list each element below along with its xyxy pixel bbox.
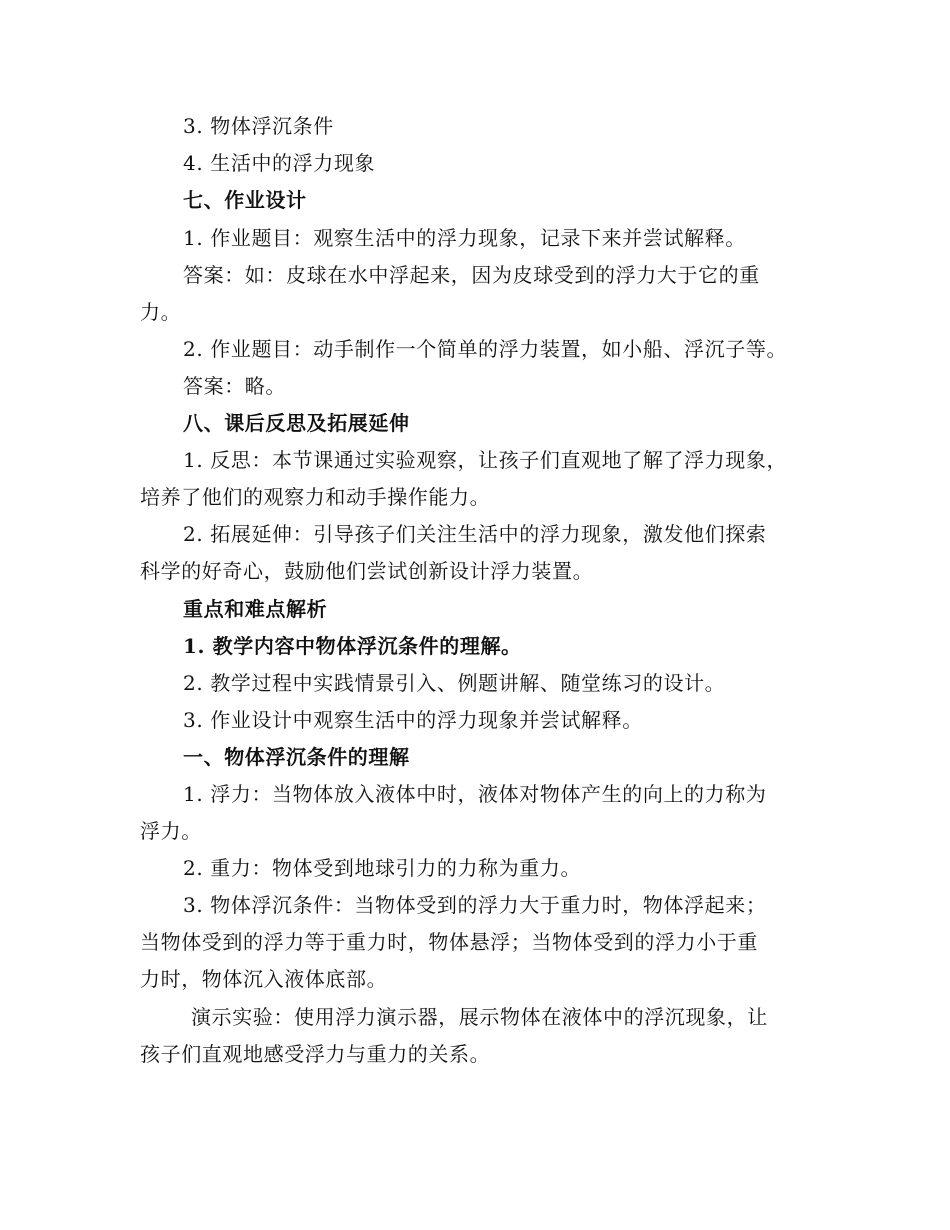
understanding-item-2: 2. 重力：物体受到地球引力的力称为重力。: [183, 856, 582, 880]
homework-item-2: 2. 作业题目：动手制作一个简单的浮力装置，如小船、浮沉子等。: [183, 337, 788, 361]
demo-experiment-paragraph: 演示实验：使用浮力演示器，展示物体在液体中的浮沉现象，让: [191, 1005, 768, 1029]
reflection-item-2-continued: 科学的好奇心，鼓励他们尝试创新设计浮力装置。: [140, 559, 594, 583]
homework-item-1: 1. 作业题目：观察生活中的浮力现象，记录下来并尝试解释。: [183, 226, 746, 250]
key-point-item-3: 3. 作业设计中观察生活中的浮力现象并尝试解释。: [183, 708, 643, 732]
list-item-float-sink-conditions: 3. 物体浮沉条件: [183, 114, 334, 138]
section-heading-key-points: 重点和难点解析: [183, 597, 328, 621]
key-point-item-2: 2. 教学过程中实践情景引入、例题讲解、随堂练习的设计。: [183, 671, 726, 695]
key-point-item-1: 1. 教学内容中物体浮沉条件的理解。: [183, 634, 522, 658]
understanding-item-3: 3. 物体浮沉条件：当物体受到的浮力大于重力时，物体浮起来；: [183, 893, 767, 917]
section-heading-reflection: 八、课后反思及拓展延伸: [183, 411, 410, 435]
section-heading-float-sink-understanding: 一、物体浮沉条件的理解: [183, 745, 410, 769]
reflection-item-1-continued: 培养了他们的观察力和动手操作能力。: [140, 485, 491, 509]
section-heading-homework: 七、作业设计: [183, 188, 307, 212]
homework-answer-1: 答案：如：皮球在水中浮起来，因为皮球受到的浮力大于它的重: [183, 263, 760, 287]
understanding-item-1-continued: 浮力。: [140, 819, 202, 843]
homework-answer-1-continued: 力。: [140, 300, 182, 324]
reflection-item-1: 1. 反思：本节课通过实验观察，让孩子们直观地了解了浮力现象，: [183, 448, 788, 472]
understanding-item-3-continued-2: 力时，物体沉入液体底部。: [140, 967, 388, 991]
understanding-item-3-continued-1: 当物体受到的浮力等于重力时，物体悬浮；当物体受到的浮力小于重: [140, 930, 758, 954]
demo-experiment-paragraph-continued: 孩子们直观地感受浮力与重力的关系。: [140, 1042, 491, 1066]
reflection-item-2: 2. 拓展延伸：引导孩子们关注生活中的浮力现象，激发他们探索: [183, 522, 767, 546]
list-item-buoyancy-in-life: 4. 生活中的浮力现象: [183, 151, 376, 175]
understanding-item-1: 1. 浮力：当物体放入液体中时，液体对物体产生的向上的力称为: [183, 782, 767, 806]
homework-answer-2: 答案：略。: [183, 374, 286, 398]
